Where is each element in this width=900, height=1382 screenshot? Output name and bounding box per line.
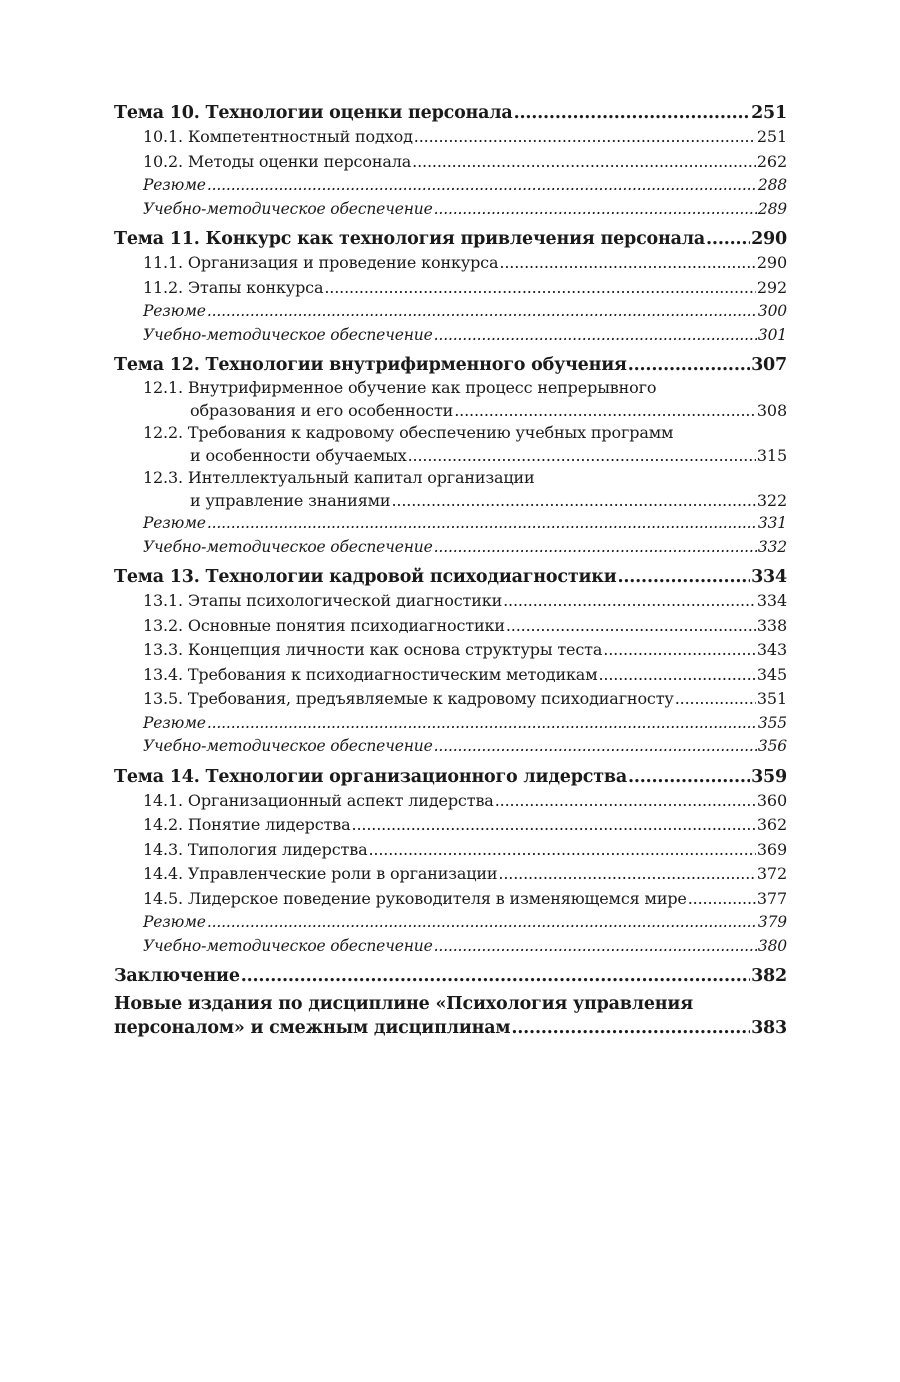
page-number: 355 [757, 713, 787, 732]
new-editions-line2-row [114, 1016, 787, 1040]
dot-leader [511, 1016, 750, 1040]
entry-title: 13.2. Основные понятия психодиагностики [143, 615, 505, 635]
toc-entry[interactable] [114, 687, 787, 712]
toc-entry[interactable] [114, 125, 787, 150]
toc-topic-13 [114, 565, 787, 759]
dot-leader [434, 198, 757, 222]
page-number: 383 [751, 1018, 787, 1038]
entry-title: 14.5. Лидерское поведение руководителя в изменяющемся мире [143, 888, 687, 908]
toc-entry-summary[interactable] [114, 512, 787, 536]
page-number: 377 [756, 888, 787, 908]
toc-entry[interactable] [114, 663, 787, 688]
toc-entry[interactable] [114, 589, 787, 614]
dot-leader [324, 276, 756, 301]
page-number: 359 [751, 766, 787, 787]
dot-leader [241, 964, 750, 988]
toc-topic-10 [114, 101, 787, 221]
page-number: 251 [751, 103, 787, 123]
page-number: 315 [756, 446, 787, 465]
new-editions-line1: Новые издания по дисциплине «Психология управления [114, 994, 693, 1014]
toc-entry[interactable] [114, 887, 787, 912]
toc-entry-multiline[interactable] [114, 422, 787, 467]
toc-entry[interactable] [114, 276, 787, 301]
entry-title: 10.1. Компетентностный подход [143, 127, 413, 146]
toc-topic-heading[interactable] [114, 353, 787, 377]
toc-topic-11 [114, 227, 787, 347]
page-number: 356 [757, 737, 787, 755]
toc-entry-resources[interactable] [114, 935, 787, 959]
entry-title: 11.1. Организация и проведение конкурса [143, 253, 499, 272]
topic-title: Тема 12. Технологии внутрифирменного обучения [114, 355, 627, 375]
entry-line2-row [143, 489, 787, 512]
toc-entry-resources[interactable] [114, 198, 787, 222]
dot-leader [391, 489, 755, 512]
toc-entry-multiline[interactable] [114, 467, 787, 512]
toc-entry[interactable] [114, 614, 787, 639]
dot-leader [628, 353, 750, 377]
dot-leader [207, 911, 757, 935]
dot-leader [503, 589, 756, 614]
page-number: 308 [756, 401, 787, 420]
entry-title-line2: и особенности обучаемых [190, 446, 407, 465]
toc-entry[interactable] [114, 813, 787, 838]
entry-title: Резюме [143, 302, 206, 320]
entry-title: Резюме [143, 913, 206, 931]
page-number: 290 [756, 253, 787, 272]
toc-topic-14 [114, 765, 787, 959]
page-number: 382 [751, 966, 787, 986]
dot-leader [506, 614, 756, 639]
dot-leader [434, 536, 757, 560]
entry-line2-row [143, 399, 787, 422]
entry-title: 14.1. Организационный аспект лидерства [143, 790, 494, 810]
page-number: 343 [756, 640, 787, 659]
entry-title: Резюме [143, 176, 206, 194]
page-number: 369 [756, 839, 787, 859]
toc-new-editions[interactable] [114, 992, 787, 1040]
toc-topic-heading[interactable] [114, 101, 787, 125]
dot-leader [434, 735, 757, 759]
dot-leader [498, 862, 756, 887]
toc-entry-summary[interactable] [114, 712, 787, 736]
entry-title: Учебно-методическое обеспечение [143, 737, 433, 755]
dot-leader [454, 399, 756, 422]
page-number: 379 [757, 913, 787, 931]
dot-leader [603, 638, 756, 663]
entry-title: 14.4. Управленческие роли в организации [143, 864, 498, 883]
page-number: 307 [751, 355, 787, 375]
toc-entry-summary[interactable] [114, 300, 787, 324]
dot-leader [706, 227, 750, 251]
dot-leader [368, 838, 755, 863]
dot-leader [207, 174, 757, 198]
dot-leader [414, 125, 756, 150]
entry-title: Резюме [143, 514, 206, 532]
toc-entry-resources[interactable] [114, 735, 787, 759]
entry-title-line1: 12.2. Требования к кадровому обеспечению учебных программ [143, 423, 674, 442]
page-number: 290 [751, 229, 787, 249]
topic-title: Тема 13. Технологии кадровой психодиагностики [114, 567, 617, 587]
page-number: 372 [756, 864, 787, 883]
topic-title: Тема 14. Технологии организационного лидерства [114, 766, 627, 787]
entry-title: 11.2. Этапы конкурса [143, 277, 324, 297]
dot-leader [688, 887, 756, 912]
conclusion-title: Заключение [114, 966, 240, 986]
entry-title: 13.5. Требования, предъявляемые к кадровому психодиагносту [143, 689, 674, 708]
page-number: 334 [756, 591, 787, 610]
toc-entry[interactable] [114, 638, 787, 663]
page-number: 334 [751, 567, 787, 587]
toc-entry[interactable] [114, 838, 787, 863]
entry-title: 13.1. Этапы психологической диагностики [143, 591, 503, 610]
entry-title: 14.3. Типология лидерства [143, 839, 368, 859]
dot-leader [499, 251, 756, 276]
dot-leader [352, 813, 756, 838]
page-number: 262 [756, 151, 787, 171]
toc-topic-heading[interactable] [114, 765, 787, 789]
dot-leader [514, 101, 750, 125]
dot-leader [207, 512, 757, 536]
entry-title-line1: 12.1. Внутрифирменное обучение как процесс непрерывного [143, 378, 657, 397]
page-number: 289 [757, 199, 787, 218]
dot-leader [599, 663, 756, 688]
page-number: 360 [756, 790, 787, 810]
page-number: 301 [757, 325, 787, 344]
entry-title-line1: 12.3. Интеллектуальный капитал организации [143, 468, 535, 487]
entry-title: 14.2. Понятие лидерства [143, 815, 351, 834]
entry-title: 13.4. Требования к психодиагностическим методикам [143, 664, 598, 684]
dot-leader [408, 444, 756, 467]
page-number: 288 [757, 176, 787, 194]
topic-title: Тема 10. Технологии оценки персонала [114, 103, 513, 123]
toc-topic-12 [114, 353, 787, 559]
dot-leader [675, 687, 756, 712]
toc-entry-summary[interactable] [114, 911, 787, 935]
page-number: 332 [757, 537, 787, 556]
dot-leader [495, 789, 756, 814]
toc-conclusion[interactable] [114, 964, 787, 988]
page-number: 380 [757, 936, 787, 955]
page-number: 331 [757, 514, 787, 532]
entry-title: Учебно-методическое обеспечение [143, 199, 433, 218]
toc-entry[interactable] [114, 150, 787, 175]
entry-title-line2: образования и его особенности [190, 401, 454, 420]
entry-title: Учебно-методическое обеспечение [143, 936, 433, 955]
page-number: 251 [756, 127, 787, 146]
page-number: 292 [756, 277, 787, 297]
dot-leader [434, 935, 757, 959]
entry-title-line2: и управление знаниями [190, 491, 391, 510]
toc-entry-resources[interactable] [114, 324, 787, 348]
page-number: 345 [756, 664, 787, 684]
entry-title: Учебно-методическое обеспечение [143, 537, 433, 556]
table-of-contents [114, 101, 787, 1040]
toc-entry-summary[interactable] [114, 174, 787, 198]
toc-entry[interactable] [114, 251, 787, 276]
entry-line2-row [143, 444, 787, 467]
page-number: 338 [756, 615, 787, 635]
toc-entry-multiline[interactable] [114, 377, 787, 422]
entry-title: 13.3. Концепция личности как основа структуры теста [143, 640, 603, 659]
topic-title: Тема 11. Конкурс как технология привлечения персонала [114, 229, 706, 249]
toc-entry[interactable] [114, 789, 787, 814]
entry-title: Резюме [143, 713, 206, 732]
entry-title: 10.2. Методы оценки персонала [143, 151, 412, 171]
entry-title: Учебно-методическое обеспечение [143, 325, 433, 344]
toc-topic-heading[interactable] [114, 227, 787, 251]
page-number: 362 [756, 815, 787, 834]
dot-leader [628, 765, 750, 789]
page-number: 351 [756, 689, 787, 708]
dot-leader [412, 150, 756, 175]
toc-entry[interactable] [114, 862, 787, 887]
toc-entry-resources[interactable] [114, 536, 787, 560]
page-number: 300 [757, 302, 787, 320]
toc-topic-heading[interactable] [114, 565, 787, 589]
page-number: 322 [756, 491, 787, 510]
dot-leader [617, 565, 750, 589]
dot-leader [434, 324, 757, 348]
dot-leader [207, 300, 757, 324]
dot-leader [207, 712, 757, 736]
new-editions-line2: персоналом» и смежным дисциплинам [114, 1018, 511, 1038]
